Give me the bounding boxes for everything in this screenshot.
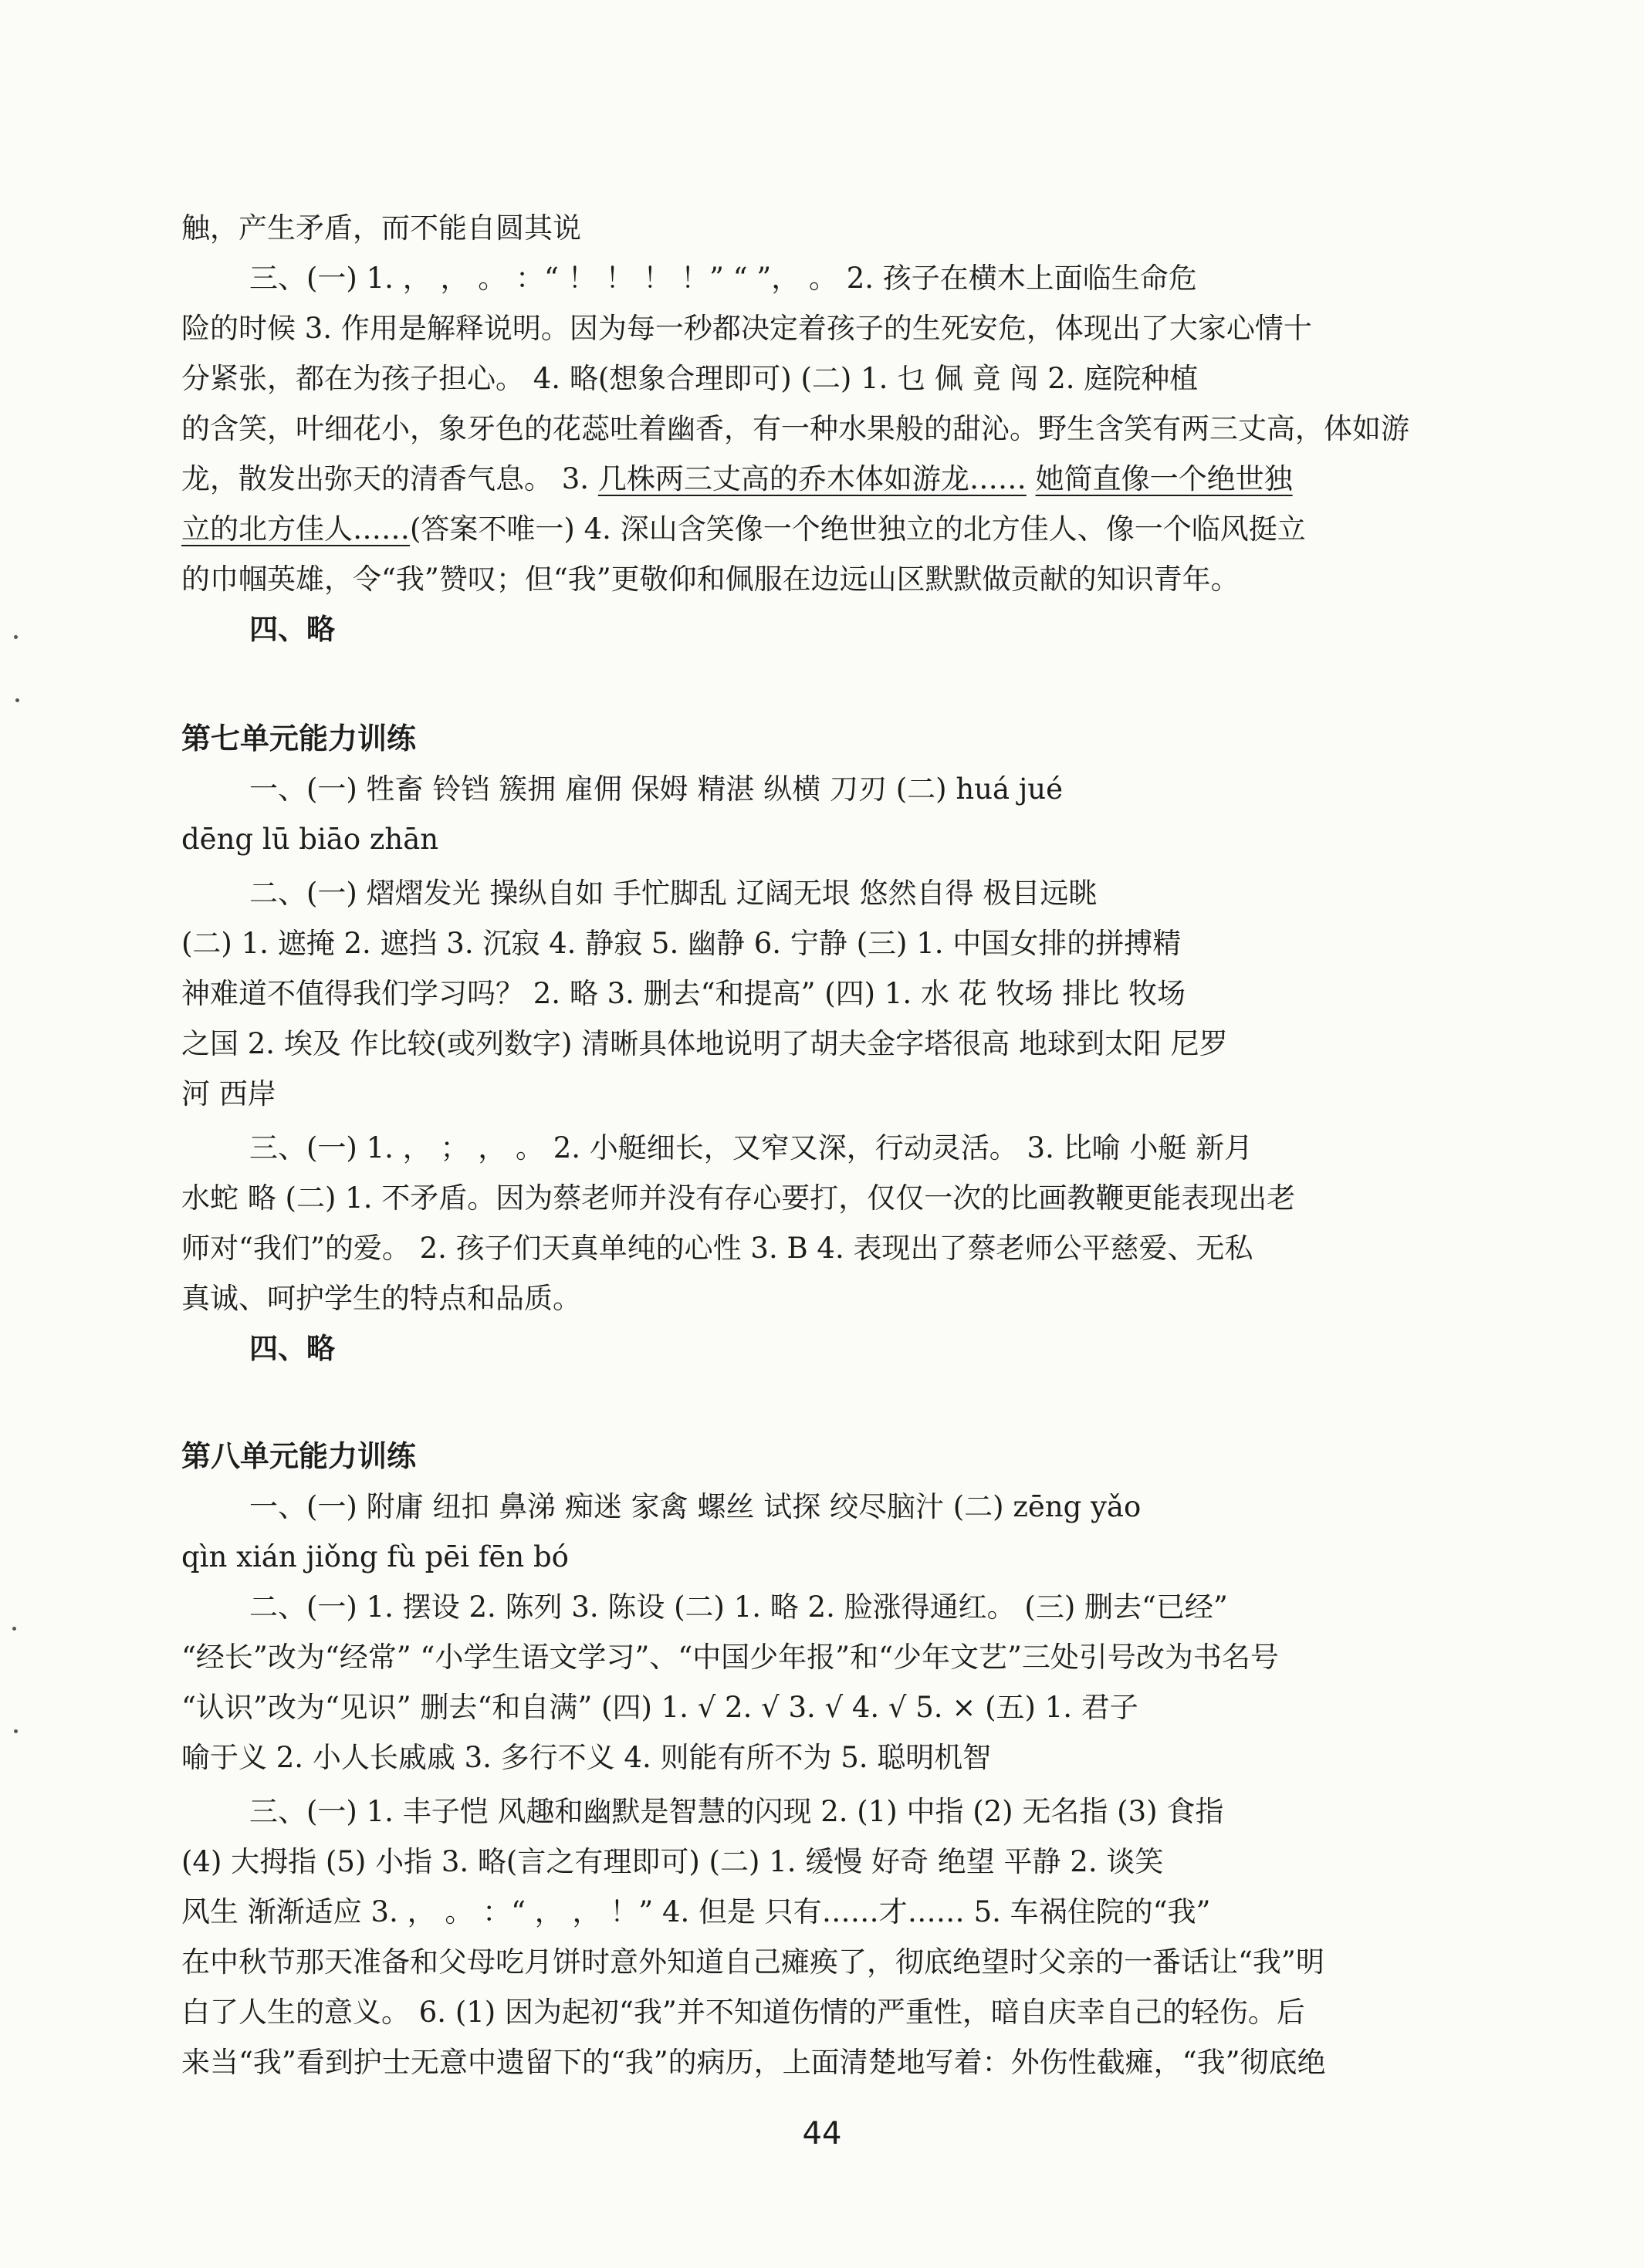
text-line: 二、(一) 熠熠发光 操纵自如 手忙脚乱 辽阔无垠 悠然自得 极目远眺: [249, 877, 1098, 910]
text-line: “经长”改为“经常” “小学生语文学习”、“中国少年报”和“少年文艺”三处引号改为书名号: [181, 1641, 1279, 1674]
unit-8-title: 第八单元能力训练: [181, 1439, 417, 1473]
text-line: 之国 2. 埃及 作比较(或列数字) 清晰具体地说明了胡夫金字塔很高 地球到太阳 尼罗: [181, 1027, 1228, 1060]
text-line: 水蛇 略 (二) 1. 不矛盾。因为蔡老师并没有存心要打，仅仅一次的比画教鞭更能表现出老: [181, 1181, 1296, 1215]
text-line: [181, 504, 1486, 554]
text-line: 分紧张，都在为孩子担心。 4. 略(想象合理即可) (二) 1. 乜 佩 竟 闯 2. 庭院种植: [181, 362, 1199, 395]
text-gap: [1027, 462, 1036, 495]
text-line: 真诚、呵护学生的特点和品质。: [181, 1282, 581, 1315]
text-line: 三、(一) 1. ， ； ， 。 2. 小艇细长，又窄又深，行动灵活。 3. 比喻 小艇 新月: [249, 1131, 1253, 1164]
scan-speck: [14, 1729, 18, 1733]
text-line: 三、(一) 1. 丰子恺 风趣和幽默是智慧的闪现 2. (1) 中指 (2) 无名指 (3) 食指: [249, 1795, 1224, 1828]
text-line: 河 西岸: [181, 1077, 276, 1110]
text-line: 险的时候 3. 作用是解释说明。因为每一秒都决定着孩子的生死安危，体现出了大家心情十: [181, 312, 1312, 345]
text-segment: 龙，散发出弥天的清香气息。 3.: [181, 462, 598, 495]
underlined-answer: 她简直像一个绝世独: [1035, 462, 1293, 495]
text-line: [181, 454, 1486, 504]
text-line: 神难道不值得我们学习吗？ 2. 略 3. 删去“和提高” (四) 1. 水 花 牧场 排比 牧场: [181, 977, 1186, 1010]
text-line: 一、(一) 附庸 纽扣 鼻涕 痴迷 家禽 螺丝 试探 绞尽脑汁 (二) zēng yǎo: [249, 1490, 1142, 1523]
unit-7-title: 第七单元能力训练: [181, 722, 417, 755]
page-number: 44: [802, 2116, 842, 2151]
text-line: “认识”改为“见识” 删去“和自满” (四) 1. √ 2. √ 3. √ 4. √ 5. × (五) 1. 君子: [181, 1691, 1138, 1724]
text-line: (二) 1. 遮掩 2. 遮挡 3. 沉寂 4. 静寂 5. 幽静 6. 宁静 (三) 1. 中国女排的拼搏精: [181, 927, 1182, 960]
text-line: 风生 渐渐适应 3. ， 。 ：“ ， ， ！” 4. 但是 只有……才…… 5. 车祸住院的“我”: [181, 1895, 1211, 1928]
text-line: 在中秋节那天准备和父母吃月饼时意外知道自己瘫痪了，彻底绝望时父亲的一番话让“我”明: [181, 1945, 1324, 1979]
section-item-4: 四、略: [249, 613, 335, 646]
section-item-4: 四、略: [249, 1332, 335, 1365]
text-line: 三、(一) 1. ， ， 。 ：“ ！ ！ ！ ！” “ ”， 。 2. 孩子在横木上面临生命危: [249, 262, 1197, 295]
underlined-answer: 立的北方佳人……: [181, 512, 410, 546]
text-line: 的巾帼英雄，令“我”赞叹；但“我”更敬仰和佩服在边远山区默默做贡献的知识青年。: [181, 563, 1240, 596]
scan-speck: [14, 635, 18, 639]
text-line: 触，产生矛盾，而不能自圆其说: [181, 211, 581, 245]
underlined-answer: 几株两三丈高的乔木体如游龙……: [597, 462, 1027, 495]
scan-speck: [15, 698, 19, 702]
text-line: (4) 大拇指 (5) 小指 3. 略(言之有理即可) (二) 1. 缓慢 好奇 绝望 平静 2. 谈笑: [181, 1845, 1164, 1878]
text-line: 白了人生的意义。 6. (1) 因为起初“我”并不知道伤情的严重性，暗自庆幸自己的轻伤。后: [181, 1996, 1305, 2029]
text-line: 师对“我们”的爱。 2. 孩子们天真单纯的心性 3. B 4. 表现出了蔡老师公平慈爱、无私: [181, 1232, 1253, 1265]
text-line: 来当“我”看到护士无意中遗留下的“我”的病历，上面清楚地写着：外伤性截瘫，“我”彻底绝: [181, 2046, 1326, 2079]
text-line: dēng lū biāo zhān: [181, 823, 439, 856]
text-line: 二、(一) 1. 摆设 2. 陈列 3. 陈设 (二) 1. 略 2. 脸涨得通红。 (三) 删去“已经”: [249, 1590, 1228, 1624]
text-line: 一、(一) 牲畜 铃铛 簇拥 雇佣 保姆 精湛 纵横 刀刃 (二) huá jué: [249, 772, 1064, 806]
text-line: 的含笑，叶细花小，象牙色的花蕊吐着幽香，有一种水果般的甜沁。野生含笑有两三丈高，体如游: [181, 412, 1409, 445]
text-line: 喻于义 2. 小人长戚戚 3. 多行不义 4. 则能有所不为 5. 聪明机智: [181, 1741, 992, 1774]
scan-speck: [12, 1627, 16, 1631]
text-segment: (答案不唯一) 4. 深山含笑像一个绝世独立的北方佳人、像一个临风挺立: [410, 512, 1306, 546]
text-line: qìn xián jiǒng fù pēi fēn bó: [181, 1540, 569, 1573]
